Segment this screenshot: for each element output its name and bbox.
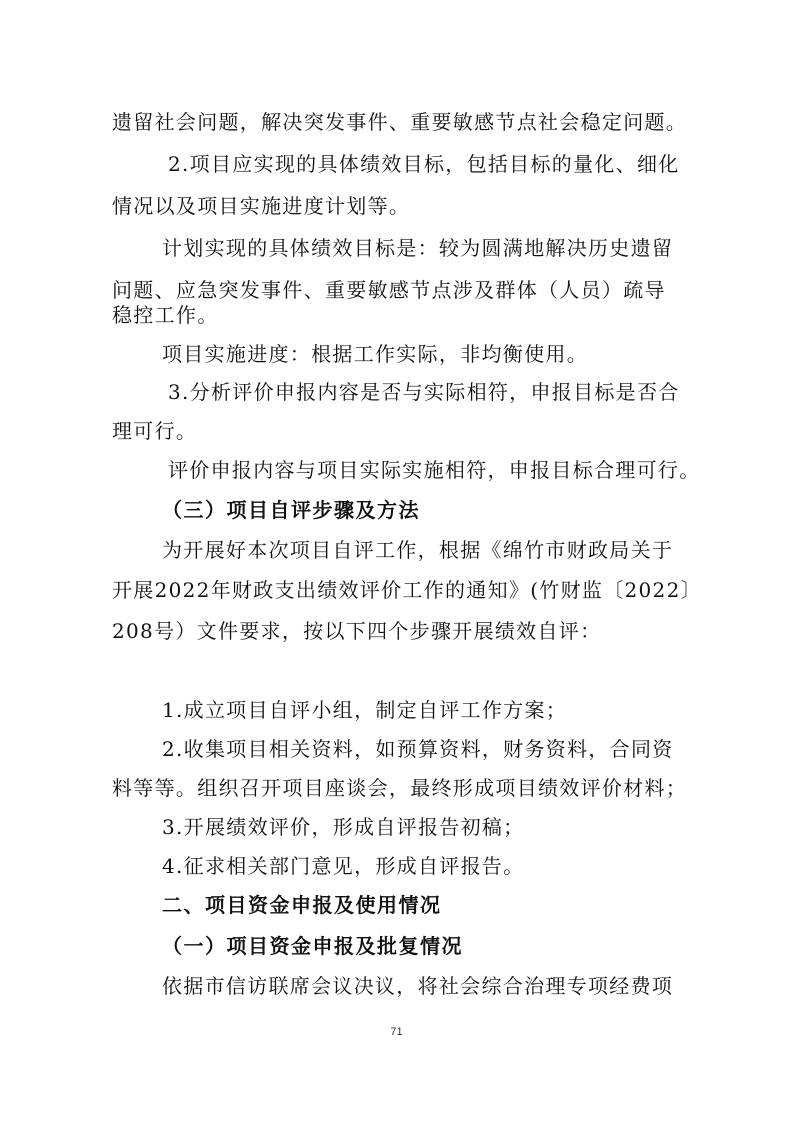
paragraph-line: 理可行。 xyxy=(112,419,198,443)
list-item: 1.成立项目自评小组，制定自评工作方案； xyxy=(162,698,568,722)
page-number: 71 xyxy=(390,1026,403,1038)
paragraph-line: 计划实现的具体绩效目标是：较为圆满地解决历史遗留 xyxy=(162,236,674,260)
paragraph-line: 3.分析评价申报内容是否与实际相符，申报目标是否合 xyxy=(168,380,680,404)
paragraph-line: 稳控工作。 xyxy=(112,303,219,327)
paragraph-line: 为开展好本次项目自评工作，根据《绵竹市财政局关于 xyxy=(162,538,674,562)
list-item: 2.收集项目相关资料，如预算资料，财务资料，合同资 xyxy=(162,737,674,761)
paragraph-line: 项目实施进度：根据工作实际，非均衡使用。 xyxy=(162,342,588,366)
paragraph-line: 2.项目应实现的具体绩效目标，包括目标的量化、细化 xyxy=(168,152,680,176)
paragraph-line: 评价申报内容与项目实际实施相符，申报目标合理可行。 xyxy=(168,458,701,482)
list-item: 4.征求相关部门意见，形成自评报告。 xyxy=(162,854,525,878)
paragraph-line: 开展2022年财政支出绩效评价工作的通知》(竹财监〔2022〕 xyxy=(112,578,702,602)
section-heading: （三）项目自评步骤及方法 xyxy=(162,498,420,522)
paragraph-line: 情况以及项目实施进度计划等。 xyxy=(112,194,411,218)
paragraph-line: 依据市信访联席会议决议，将社会综合治理专项经费项 xyxy=(162,974,674,998)
list-item: 3.开展绩效评价，形成自评报告初稿； xyxy=(162,815,525,839)
paragraph-line: 208号）文件要求，按以下四个步骤开展绩效自评： xyxy=(112,619,602,643)
paragraph-line: 问题、应急突发事件、重要敏感节点涉及群体（人员）疏导 xyxy=(112,278,666,302)
paragraph-line: 遗留社会问题，解决突发事件、重要敏感节点社会稳定问题。 xyxy=(112,110,688,134)
chapter-heading: 二、项目资金申报及使用情况 xyxy=(162,893,442,917)
list-item: 料等等。组织召开项目座谈会，最终形成项目绩效评价材料； xyxy=(112,776,688,800)
section-heading: （一）项目资金申报及批复情况 xyxy=(162,934,463,958)
